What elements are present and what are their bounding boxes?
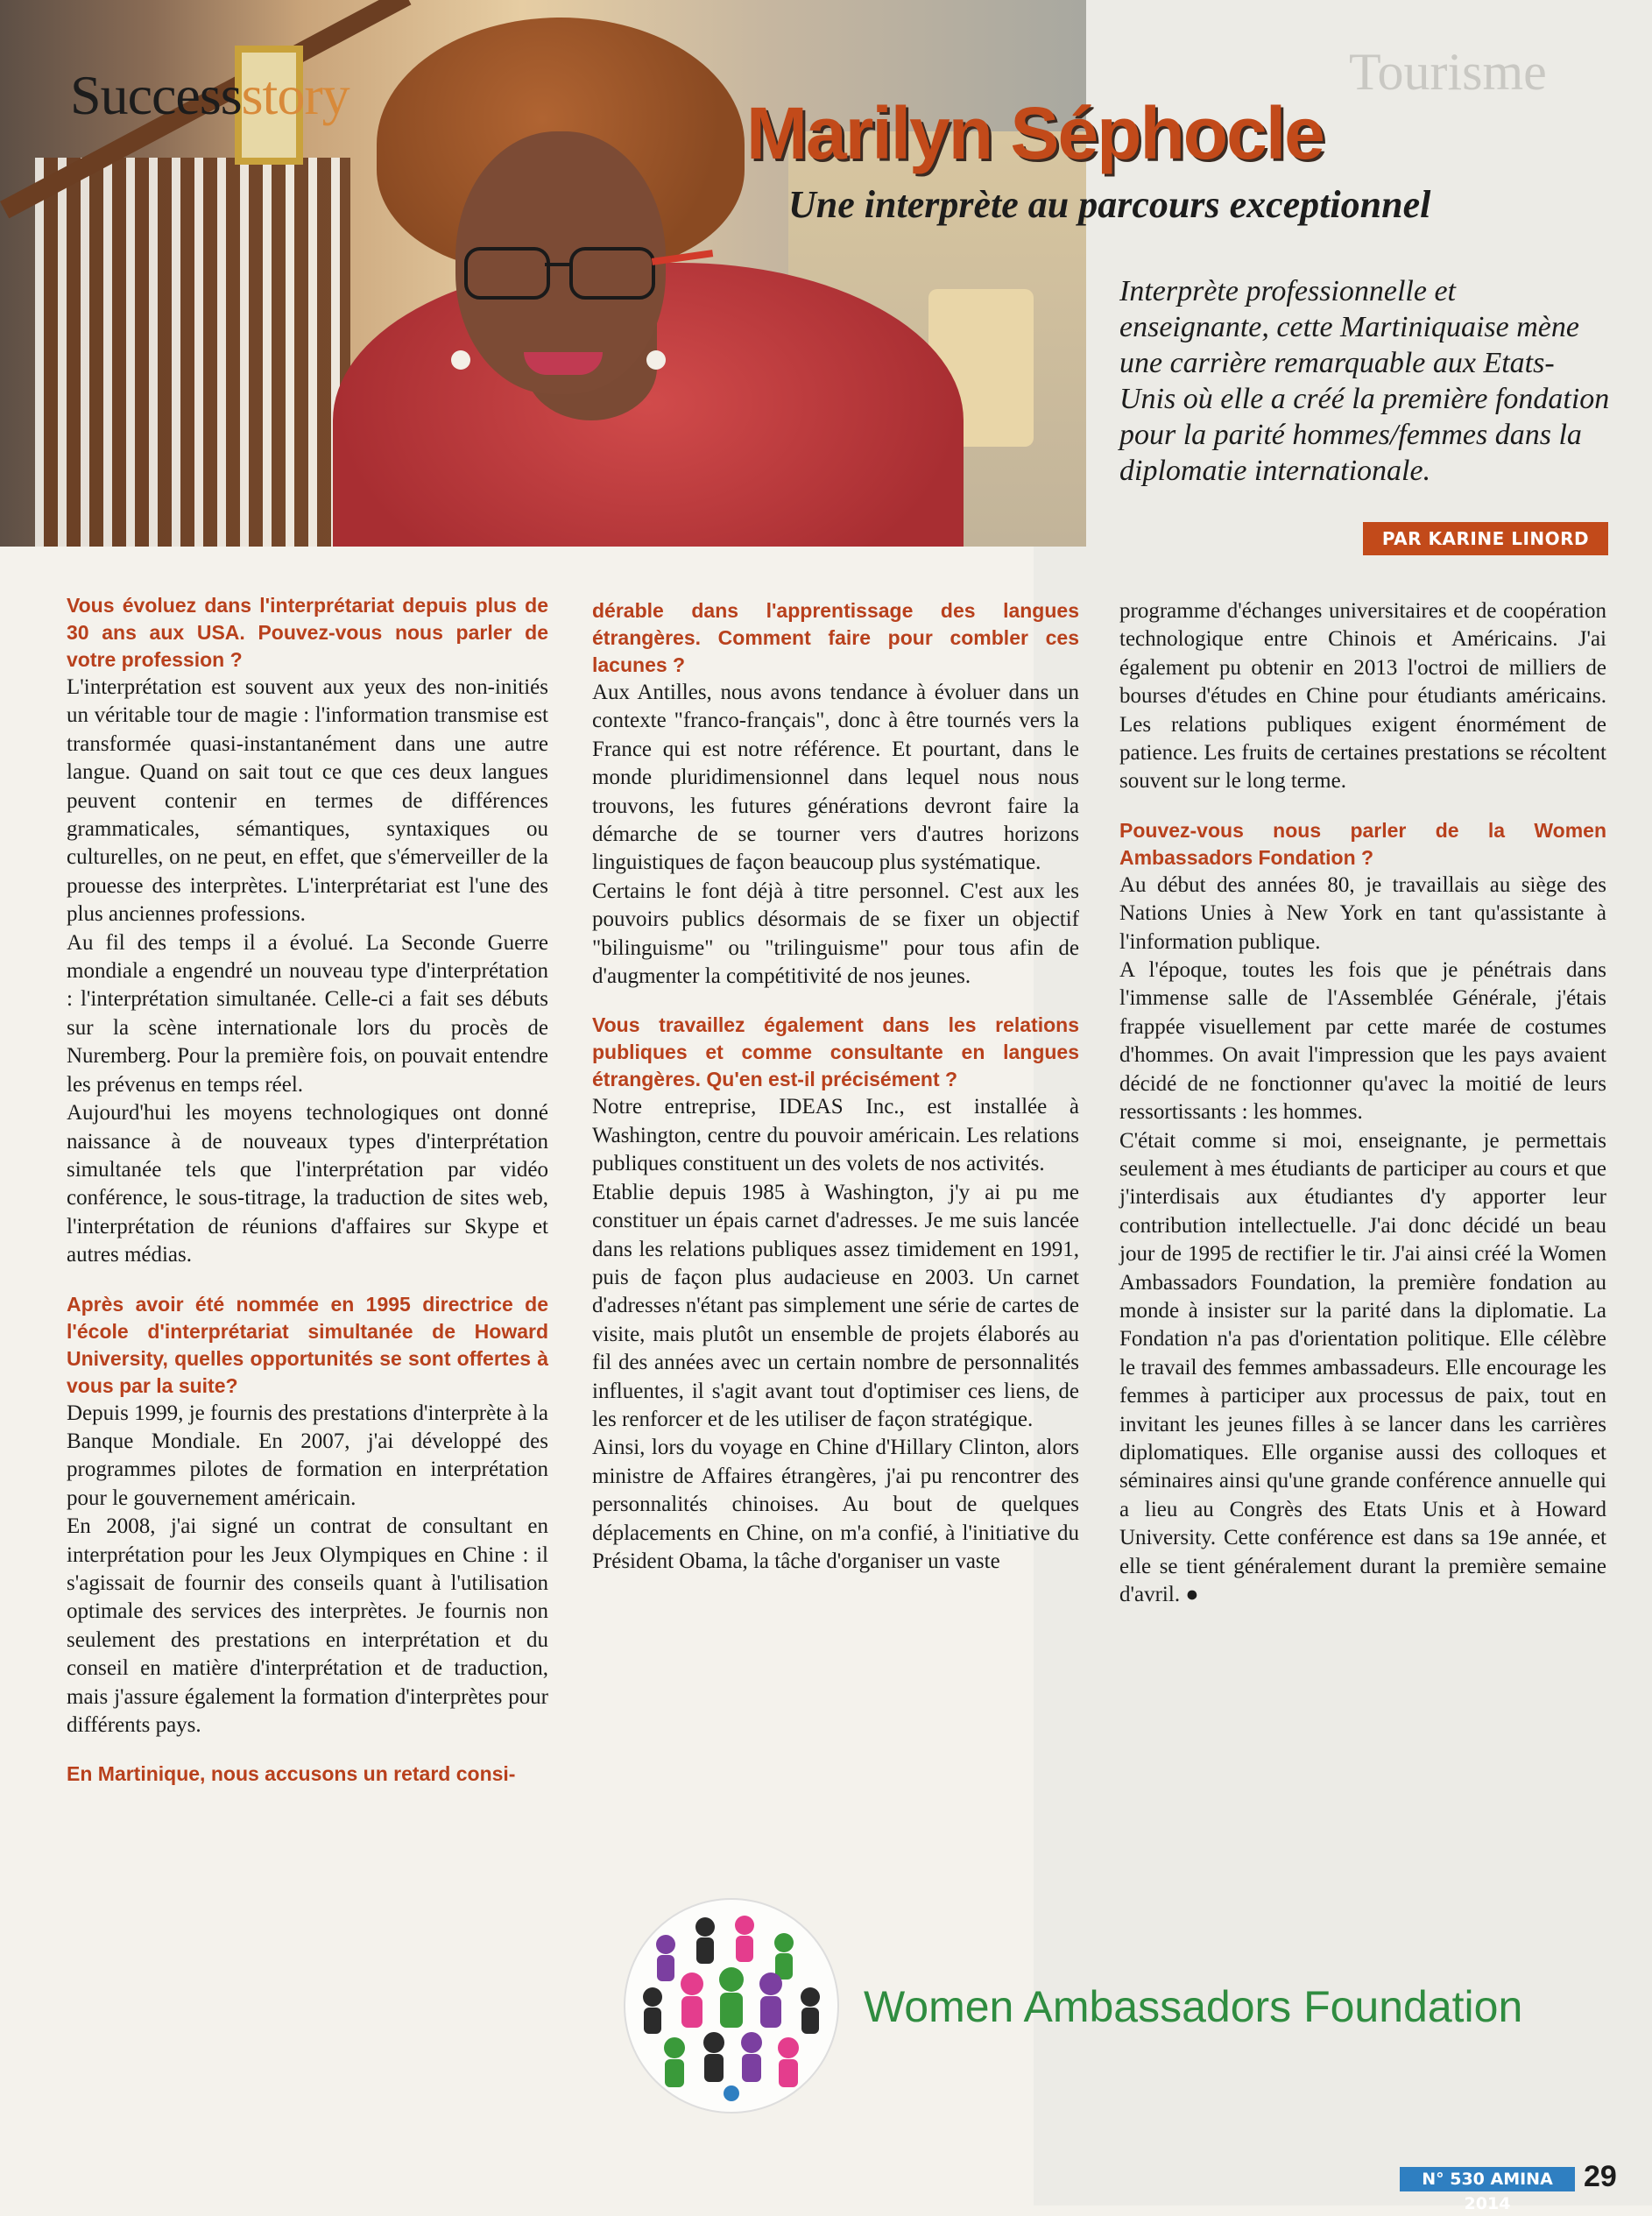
photo-staircase xyxy=(35,158,350,547)
question-5: Pouvez-vous nous parler de la Women Ambassadors Fondation ? xyxy=(1119,818,1606,869)
paragraph: L'interprétation est souvent aux yeux des non-initiés un véritable tour de magie : l'information transmise est transformée quasi-instantanément dans une autre langue. Quand on sait tout ce que ces deux langues peuvent contenir en termes de différences grammaticales, sémantiques, syntaxiques ou culturelles, on ne peut, en effet, que s'émerveiller de la prouesse des interprètes. L'interprétariat est l'une des plus anciennes professions. xyxy=(67,675,548,927)
photo-glasses-bridge xyxy=(545,263,571,266)
page-number: 29 xyxy=(1584,2160,1617,2193)
question-3-end: dérable dans l'apprentissage des langues étrangères. Comment faire pour combler ces lacunes ? xyxy=(592,599,1079,676)
end-mark: ● xyxy=(1185,1583,1199,1606)
photo-earring-left xyxy=(451,350,470,370)
question-1: Vous évoluez dans l'interprétariat depuis plus de 30 ans aux USA. Pouvez-vous nous parler de votre profession ? xyxy=(67,594,548,671)
paragraph: Etablie depuis 1985 à Washington, j'y ai pu me constituer un épais carnet d'adresses. Je me suis lancée dans les relations publiques assez timidement en 1991, puis de façon plus audacieuse en 2003. Un carnet d'adresses n'étant pas simplement une série de cartes de visite, mais plutôt un ensemble de projets élaborés au fil des années avec un certain nombre de personnalités influentes, il s'agit avant tout d'optimiser ces liens, de les renforcer et de les utiliser de façon stratégique. xyxy=(592,1180,1079,1431)
photo-glasses-right xyxy=(569,247,655,300)
paragraph: programme d'échanges universitaires et de coopération technologique entre Chinois et Américains. J'ai également pu obtenir en 2013 l'octroi de milliers de bourses d'études en Chine pour étudiants américains. Les relations publiques exigent énormément de patience. Les fruits de certaines prestations se récoltent souvent sur le long terme. xyxy=(1119,599,1606,794)
section-label-b: story xyxy=(241,64,349,126)
photo-earring-right xyxy=(646,350,666,370)
photo-glasses-left xyxy=(464,247,550,300)
paragraph: Ainsi, lors du voyage en Chine d'Hillary Clinton, alors ministre de Affaires étrangères, j'ai pu rencontrer des personnalités chinoises. Au bout de quelques déplacements en Chine, on m'a confié, à l'initiative du Président Obama, la tâche d'organiser un vaste xyxy=(592,1436,1079,1573)
article-subtitle: Une interprète au parcours exceptionnel xyxy=(788,183,1431,226)
column-3 xyxy=(1119,597,1606,1609)
article-title: Marilyn Séphocle xyxy=(746,92,1324,174)
paragraph: Notre entreprise, IDEAS Inc., est installée à Washington, centre du pouvoir américain. Les relations publiques constituent un des volets de nos activités. xyxy=(592,1095,1079,1176)
paragraph: Au fil des temps il a évolué. La Seconde Guerre mondiale a engendré un nouveau type d'interprétation : l'interprétation simultanée. Celle-ci a fait ses débuts sur la scène internationale lors du procès de Nuremberg. Pour la première fois, on pouvait entendre les prévenus en temps réel. xyxy=(67,930,548,1097)
paragraph-text: C'était comme si moi, enseignante, je permettais seulement à mes étudiants de participer au cours et que j'interdisais aux étudiantes d'y apporter leur contribution intellectuelle. J'ai donc décidé un beau jour de 1995 de rectifier le tir. J'ai ainsi créé la Women Ambassadors Foundation, la première fondation au monde à insister sur la parité dans la diplomatie. La Fondation n'a pas d'orientation politique. Elle célèbre le travail des femmes ambassadeurs. Elle encourage les femmes à participer aux processus de paix, tout en invitant les jeunes filles à se lancer dans les carrières diplomatiques. Elle organise aussi des colloques et séminaires ainsi qu'une grande conférence annuelle qui a lieu au Congrès des Etats Unis et à Howard University. Cette conférence est dans sa 19e année, et elle se tient généralement durant la première semaine d'avril. xyxy=(1119,1128,1606,1606)
column-1 xyxy=(67,592,548,1788)
paragraph: Certains le font déjà à titre personnel. C'est aux les pouvoirs publics désormais de se fixer un objectif "bilinguisme" ou "trilinguisme" pour tous afin de d'augmenter la compétitivité de nos jeunes. xyxy=(592,879,1079,989)
question-4: Vous travaillez également dans les relations publiques et comme consultante en langues étrangères. Qu'en est-il précisément ? xyxy=(592,1013,1079,1091)
paragraph: Aujourd'hui les moyens technologiques ont donné naissance à de nouveaux types d'interprétation simultanée tels que l'interprétation par vidéo conférence, le sous-titrage, la traduction de sites web, l'interprétation de réunions d'affaires sur Skype et autres médias. xyxy=(67,1101,548,1267)
section-label xyxy=(70,63,349,128)
paragraph: Aux Antilles, nous avons tendance à évoluer dans un contexte "franco-français", donc à être tournés vers la France qui est notre référence. Et pourtant, dans le monde pluridimensionnel dans lequel nous nous trouvons, les futures générations devront faire la démarche de se tourner vers d'autres horizons linguistiques de façon beaucoup plus systématique. xyxy=(592,681,1079,875)
question-3-start: En Martinique, nous accusons un retard consi- xyxy=(67,1762,516,1786)
photo-mouth xyxy=(524,352,603,375)
foundation-logo-globe-icon xyxy=(613,1892,850,2120)
article-lede: Interprète professionnelle et enseignante, cette Martiniquaise mène une carrière remarquable aux Etats-Unis où elle a créé la première fondation pour la parité hommes/femmes dans la diplomatie internationale. xyxy=(1119,275,1610,487)
section-label-a: Success xyxy=(70,64,242,126)
foundation-logo-text: Women Ambassadors Foundation xyxy=(864,1982,1523,2031)
ghost-title: Tourisme xyxy=(1349,43,1547,101)
column-2 xyxy=(592,597,1079,1576)
paragraph: A l'époque, toutes les fois que je pénétrais dans l'immense salle de l'Assemblée Générale, j'étais frappée visuellement par cette marée de costumes d'hommes. On avait l'impression que les pays avaient décidé de ne fonctionner qu'avec la moitié de leurs ressortissants : les hommes. xyxy=(1119,958,1606,1125)
issue-label: N° 530 AMINA 2014 xyxy=(1400,2167,1575,2191)
question-2: Après avoir été nommée en 1995 directrice de l'école d'interprétariat simultanée de Howard University, quelles opportunités se sont offertes à vous par la suite? xyxy=(67,1292,548,1397)
paragraph: En 2008, j'ai signé un contrat de consultant en interprétation pour les Jeux Olympiques en Chine : il s'agissait de fournir des conseils quant à l'utilisation optimale des services des interprètes. Je fournis non seulement des prestations en interprétation et du conseil en matière d'interprétation et de traduction, mais j'assure également la formation d'interprètes pour différents pays. xyxy=(67,1514,548,1737)
byline: PAR KARINE LINORD xyxy=(1363,522,1608,555)
paragraph: Au début des années 80, je travaillais au siège des Nations Unies à New York en tant qu'assistante à l'information publique. xyxy=(1119,872,1606,954)
paragraph xyxy=(1119,1127,1606,1610)
paragraph: Depuis 1999, je fournis des prestations d'interprète à la Banque Mondiale. En 2007, j'ai développé des programmes pilotes de formation en interprétation pour le gouvernement américain. xyxy=(67,1401,548,1510)
